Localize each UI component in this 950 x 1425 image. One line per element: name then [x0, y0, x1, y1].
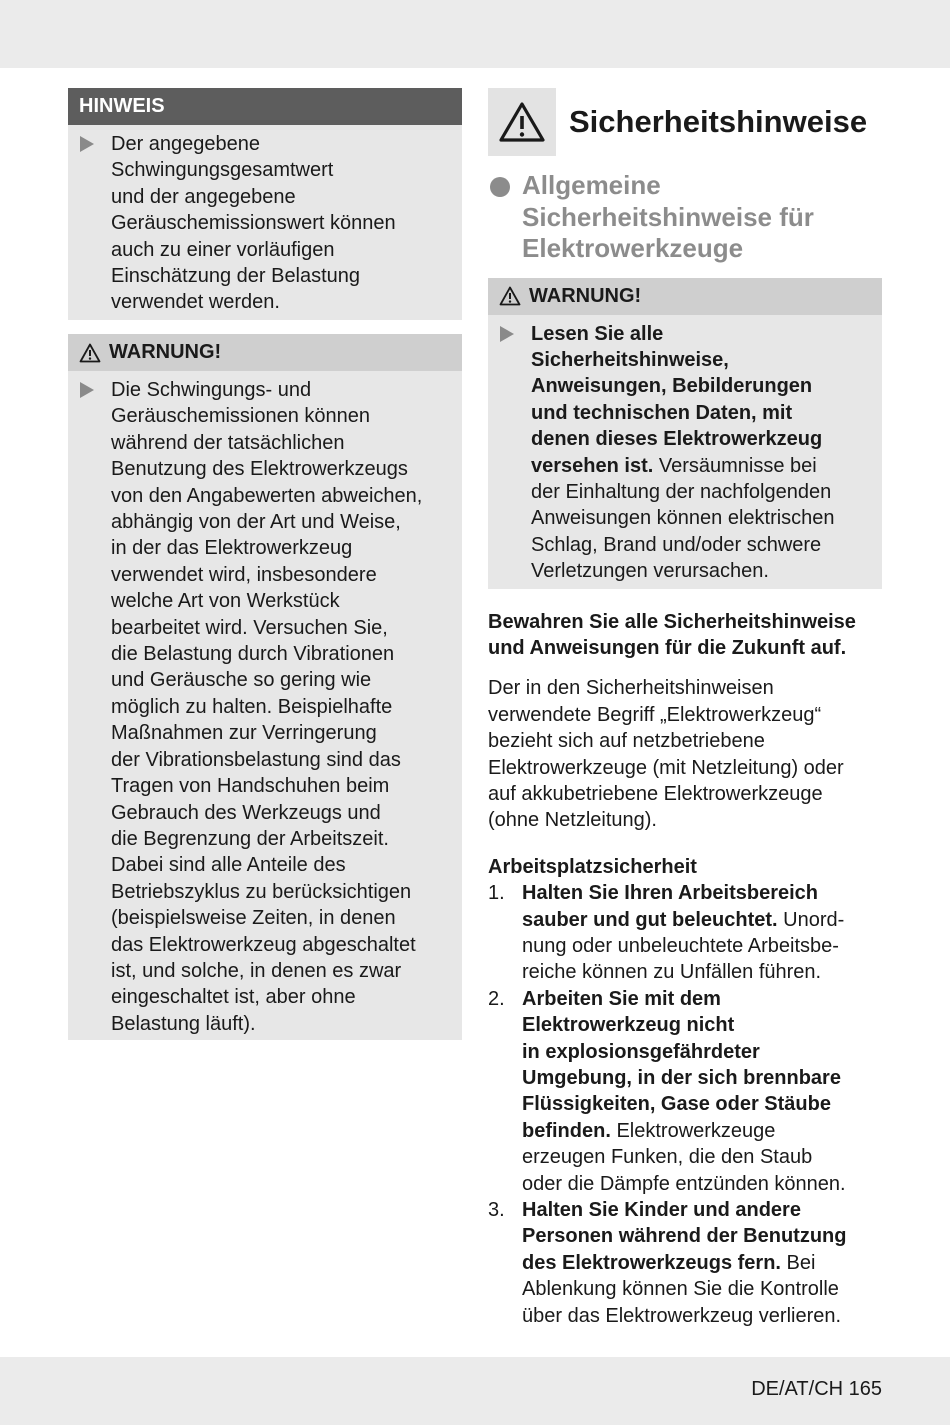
- list-number: 3.: [488, 1199, 505, 1222]
- text-line: oder die Dämpfe entzünden können.: [522, 1172, 846, 1195]
- text-line: Dabei sind alle Anteile des: [111, 854, 346, 877]
- text-line: möglich zu halten. Beispielhafte: [111, 695, 393, 718]
- text-line: nung oder unbeleuchtete Arbeitsbe-: [522, 934, 839, 957]
- text-line: Flüssigkeiten, Gase oder Stäube: [522, 1093, 831, 1116]
- text-line: [531, 453, 874, 479]
- subsection-line: Elektrowerkzeuge: [522, 233, 744, 263]
- text-line: bearbeitet wird. Versuchen Sie,: [111, 616, 388, 639]
- subsection-heading: [488, 170, 882, 265]
- list-number: 1.: [488, 882, 505, 905]
- text-line: reiche können zu Unfällen führen.: [522, 961, 822, 984]
- text-line: (ohne Netzleitung).: [488, 809, 657, 832]
- text-line: [522, 907, 882, 933]
- text-line: Der angegebene: [111, 133, 261, 155]
- text-line: und technischen Daten, mit: [531, 401, 793, 424]
- text-line: erzeugen Funken, die den Staub: [522, 1146, 813, 1169]
- text-line: verwendet werden.: [111, 291, 280, 314]
- section-icon-box: [488, 88, 556, 156]
- text-line: Schlag, Brand und/oder schwere: [531, 533, 822, 556]
- text-line: (beispielsweise Zeiten, in denen: [111, 907, 396, 930]
- top-margin-band: [0, 0, 950, 68]
- text-line: verwendet wird, insbesondere: [111, 563, 377, 586]
- bullet-dot-icon: [490, 177, 510, 197]
- text-line: eingeschaltet ist, aber ohne: [111, 986, 356, 1009]
- text-line: und Geräusche so gering wie: [111, 669, 372, 692]
- section-title: Sicherheitshinweise: [569, 104, 868, 139]
- text-line: Belastung läuft).: [111, 1012, 256, 1035]
- text-line: in explosionsgefährdeter: [522, 1040, 760, 1063]
- text-line: Elektrowerkzeug nicht: [522, 1014, 735, 1037]
- text-line: die Belastung durch Vibrationen: [111, 643, 395, 666]
- bold-fragment: sauber und gut beleuchtet.: [522, 908, 778, 931]
- text-line: Schwingungsgesamtwert: [111, 159, 334, 182]
- text-line: bezieht sich auf netzbetriebene: [488, 730, 765, 753]
- text-line: [522, 1250, 882, 1276]
- text-line: Geräuschemissionswert können: [111, 212, 396, 235]
- text-line: Maßnahmen zur Verringerung: [111, 722, 377, 745]
- text-line: Arbeiten Sie mit dem: [522, 987, 721, 1010]
- text-line: Benutzung des Elektrowerkzeugs: [111, 458, 408, 481]
- text-line: denen dieses Elektrowerkzeug: [531, 428, 823, 451]
- text-line: Verletzungen verursachen.: [531, 560, 769, 583]
- text-fragment: Unord-: [777, 908, 845, 931]
- hinweis-title: HINWEIS: [68, 88, 462, 125]
- text-line: Geräuschemissionen können: [111, 405, 371, 428]
- text-line: Bewahren Sie alle Sicherheitshinweise: [488, 610, 856, 633]
- text-line: Betriebszyklus zu berücksichtigen: [111, 880, 412, 903]
- text-line: [522, 1118, 882, 1144]
- text-line: auch zu einer vorläufigen: [111, 238, 335, 261]
- text-line: Anweisungen können elektrischen: [531, 507, 835, 530]
- warning-header: [488, 278, 882, 315]
- list-item: [488, 1197, 882, 1329]
- text-line: Lesen Sie alle: [531, 322, 664, 345]
- warning-box-vibration: [68, 334, 462, 1040]
- warning-triangle-icon: [498, 101, 546, 143]
- text-line: Halten Sie Kinder und andere: [522, 1199, 801, 1222]
- text-line: der Einhaltung der nachfolgenden: [531, 480, 832, 503]
- bullet-arrow-icon: [80, 382, 94, 398]
- bullet-arrow-icon: [500, 326, 514, 342]
- term-definition-paragraph: [488, 675, 882, 833]
- text-line: und Anweisungen für die Zukunft auf.: [488, 636, 847, 659]
- subsection-line: Allgemeine: [522, 170, 661, 200]
- list-item: [488, 880, 882, 986]
- bold-fragment: des Elektrowerkzeugs fern.: [522, 1251, 781, 1274]
- text-line: Sicherheitshinweise,: [531, 348, 729, 371]
- bullet-arrow-icon: [80, 136, 94, 152]
- text-fragment: Versäumnisse bei: [653, 454, 817, 477]
- text-line: in der das Elektrowerkzeug: [111, 537, 353, 560]
- list-number: 2.: [488, 987, 505, 1010]
- warning-box-general: [488, 278, 882, 589]
- left-column: [68, 88, 462, 1040]
- text-line: von den Angabewerten abweichen,: [111, 484, 423, 507]
- text-line: und der angegebene: [111, 185, 296, 208]
- text-line: Der in den Sicherheitshinweisen: [488, 677, 774, 700]
- text-line: Personen während der Benutzung: [522, 1225, 847, 1248]
- text-line: Anweisungen, Bebilderungen: [531, 375, 813, 398]
- warning-title: WARNUNG!: [109, 341, 222, 363]
- hinweis-bullet: [68, 125, 462, 324]
- text-line: Elektrowerkzeuge (mit Netzleitung) oder: [488, 756, 844, 779]
- hinweis-box: [68, 88, 462, 320]
- text-fragment: Bei: [780, 1251, 816, 1274]
- bold-fragment: befinden.: [522, 1119, 611, 1142]
- text-line: das Elektrowerkzeug abgeschaltet: [111, 933, 416, 956]
- text-line: ist, und solche, in denen es zwar: [111, 959, 402, 982]
- warning-bullet: [488, 315, 882, 593]
- page-number: DE/AT/CH 165: [751, 1378, 882, 1400]
- text-line: über das Elektrowerkzeug verlieren.: [522, 1304, 842, 1327]
- text-line: verwendete Begriff „Elektrowerkzeug“: [488, 703, 822, 726]
- warning-title: WARNUNG!: [529, 284, 642, 307]
- workplace-safety-title: Arbeitsplatzsicherheit: [488, 855, 697, 878]
- keep-instructions-notice: [488, 609, 882, 662]
- text-line: Ablenkung können Sie die Kontrolle: [522, 1278, 839, 1301]
- bold-fragment: versehen ist.: [531, 454, 654, 477]
- text-line: abhängig von der Art und Weise,: [111, 511, 401, 534]
- text-line: Gebrauch des Werkzeugs und: [111, 801, 381, 824]
- list-item: [488, 986, 882, 1197]
- text-line: auf akkubetriebene Elektrowerkzeuge: [488, 782, 823, 805]
- text-line: die Begrenzung der Arbeitszeit.: [111, 827, 389, 850]
- text-line: Einschätzung der Belastung: [111, 265, 361, 288]
- warning-bullet: [68, 371, 462, 1045]
- text-line: Halten Sie Ihren Arbeitsbereich: [522, 882, 819, 905]
- text-line: Tragen von Handschuhen beim: [111, 775, 390, 798]
- text-line: welche Art von Werkstück: [111, 590, 340, 613]
- warning-header: [68, 334, 462, 371]
- text-line: Umgebung, in der sich brennbare: [522, 1067, 841, 1089]
- text-line: Die Schwingungs- und: [111, 379, 312, 401]
- text-fragment: Elektrowerkzeuge: [610, 1119, 776, 1142]
- section-header: [488, 88, 882, 156]
- warning-triangle-icon: [499, 286, 521, 306]
- subsection-line: Sicherheitshinweise für: [522, 201, 814, 232]
- text-line: der Vibrationsbelastung sind das: [111, 748, 401, 771]
- right-column: [488, 88, 882, 1329]
- text-line: während der tatsächlichen: [111, 431, 345, 454]
- warning-triangle-icon: [79, 343, 101, 363]
